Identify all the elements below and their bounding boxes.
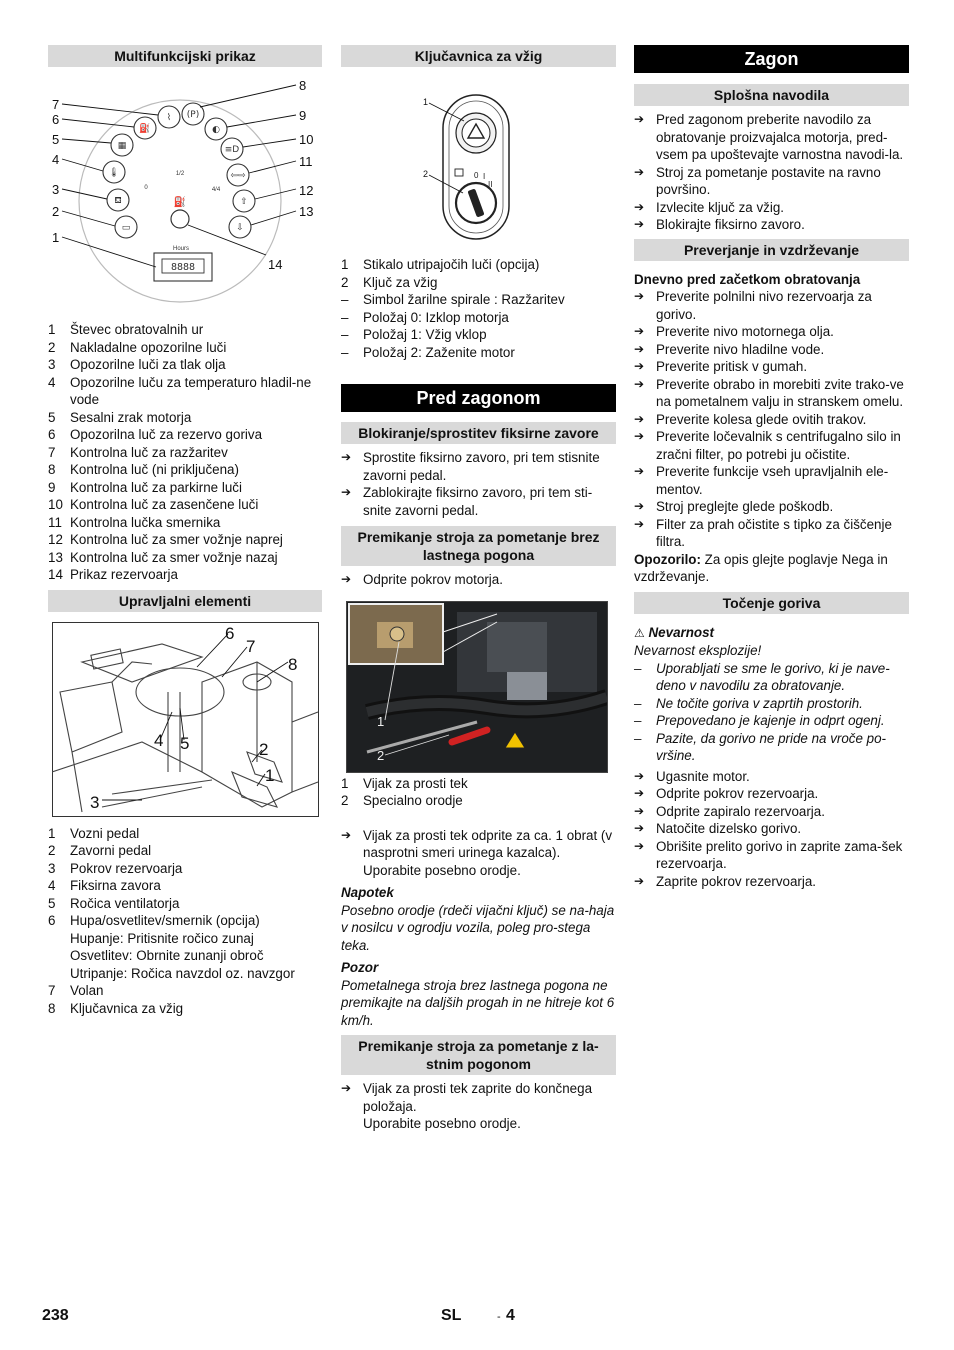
warning-triangle-icon: ⚠ [634, 625, 645, 640]
ignition-legend [341, 256, 616, 361]
gauge-callout-6: 6 [52, 112, 60, 127]
legend-subitem: Hupanje: Pritisnite ročico zunaj [70, 930, 254, 946]
gauge-callout-9: 9 [299, 108, 307, 123]
arrow-up-icon: ⇧ [240, 197, 248, 207]
section-heading-controls: Upravljalni elementi [48, 590, 322, 612]
legend-item: – Položaj 2: Zaženite motor [341, 344, 515, 360]
hours-label: Hours [172, 246, 190, 252]
legend-item: 6 Hupa/osvetlitev/smernik (opcija) [48, 913, 260, 928]
arrow-right-icon: ➔ [634, 289, 645, 303]
danger-item: – Ne točite goriva v zaprtih prostorih. [634, 695, 863, 711]
caution-label: Pozor [341, 960, 379, 975]
arrow-right-icon: ➔ [634, 768, 645, 783]
danger-heading [634, 624, 909, 643]
footer-separator: - [497, 1311, 501, 1323]
photo-callout-1: 1 [377, 713, 385, 729]
note-text: Posebno orodje (rdeči vijačni ključ) se na-haja v nosilcu v ogrodju vozila, poleg pro-stega teka. [341, 902, 615, 953]
step-item: ➔ Preverite nivo hladilne vode. [634, 341, 825, 357]
step-item: ➔ Preverite polnilni nivo rezervoarja za gorivo. [634, 289, 872, 322]
legend-item: – Simbol žarilne spirale : Razžaritev [341, 292, 565, 307]
step-item: ➔ Zablokirajte fiksirno zavoro, pri tem sti-snite zavorni pedal. [341, 485, 593, 518]
legend-item: 8 Kontrolna luč (ni priključena) [48, 462, 239, 477]
controls-figure [52, 622, 322, 817]
fuel-mark-empty: 0 [144, 185, 148, 191]
gauge-callout-2: 2 [52, 204, 60, 219]
engine-photo-drawing [347, 602, 608, 773]
arrow-right-icon: ➔ [634, 112, 645, 126]
controls-callout-4: 4 [154, 730, 164, 750]
arrow-right-icon: ➔ [341, 450, 352, 464]
move-without-drive-steps [341, 571, 616, 589]
legend-item: 7 Kontrolna luč za razžaritev [48, 444, 228, 460]
legend-item: 3 Pokrov rezervoarja [48, 860, 183, 876]
step-item: ➔ Stroj preglejte glede poškodb. [634, 499, 834, 514]
section-heading-parking-brake: Blokiranje/sprostitev fiksirne zavore [341, 422, 616, 444]
controls-callout-8: 8 [288, 654, 298, 674]
legend-item: 1 Števec obratovalnih ur [48, 322, 204, 337]
legend-subitem: Osvetlitev: Obrnite zunanji obroč [70, 948, 264, 963]
controls-callout-1: 1 [265, 765, 275, 785]
danger-item: – Pazite, da gorivo ne pride na vroče po-vršine. [634, 730, 887, 763]
legend-item: 10 Kontrolna luč za zasenčene luči [48, 497, 259, 512]
key-position-2: II [488, 180, 493, 189]
gauge-callout-11: 11 [299, 154, 313, 169]
fuel-mark-half: 1/2 [175, 171, 185, 177]
low-beam-icon: ≡D [224, 145, 240, 155]
controls-callout-5: 5 [180, 733, 190, 753]
ignition-callout-1: 1 [423, 97, 429, 107]
step-item: ➔ Preverite funkcije vseh upravljalnih ele-mentov. [634, 464, 889, 497]
step-item: ➔ Odprite pokrov rezervoarja. [634, 786, 819, 801]
multifunction-display-legend [48, 321, 322, 584]
key-position-1: I [483, 172, 486, 181]
gauge-callout-12: 12 [299, 183, 314, 198]
arrow-right-icon: ➔ [341, 572, 352, 586]
controls-callout-3: 3 [90, 792, 100, 812]
column-right [634, 45, 909, 890]
air-filter-icon: ▦ [117, 141, 127, 151]
gauge-callout-5: 5 [52, 132, 60, 147]
danger-list [634, 660, 909, 765]
section-heading-general: Splošna navodila [634, 84, 909, 106]
gauge-callout-14: 14 [268, 257, 283, 272]
arrow-right-icon: ➔ [634, 821, 645, 835]
step-item: ➔ Preverite nivo motornega olja. [634, 324, 834, 339]
general-steps [634, 111, 909, 234]
legend-item: 12 Kontrolna luč za smer vožnje naprej [48, 532, 283, 547]
chapter-heading-start: Zagon [634, 45, 909, 73]
step-item: ➔ Preverite kolesa glede ovitih trakov. [634, 411, 867, 427]
arrow-right-icon: ➔ [634, 786, 645, 800]
legend-item: 2 Specialno orodje [341, 793, 463, 808]
gauge-callout-4: 4 [52, 152, 60, 167]
arrow-right-icon: ➔ [634, 516, 645, 531]
controls-diagram [52, 622, 319, 817]
turn-arrows-icon: ⇦⇨ [230, 171, 246, 181]
gauge-callout-7: 7 [52, 97, 60, 112]
arrow-right-icon: ➔ [634, 803, 645, 818]
arrow-right-icon: ➔ [634, 873, 645, 888]
thermometer-icon: 🌡 [108, 168, 120, 178]
arrow-right-icon: ➔ [634, 199, 645, 214]
legend-subitem: Utripanje: Ročica navzdol oz. navzgor [70, 965, 295, 981]
page-number: 238 [42, 1307, 69, 1324]
photo-legend [341, 775, 616, 810]
legend-item: 5 Ročica ventilatorja [48, 895, 180, 911]
step-item: ➔ Vijak za prosti tek odprite za ca. 1 obrat (v nasprotni smeri urinega kazalca). [341, 827, 613, 860]
arrow-right-icon: ➔ [634, 324, 645, 338]
legend-item: 13 Kontrolna luč za smer vožnje nazaj [48, 549, 278, 565]
fuel-needle-hub [171, 210, 189, 228]
oil-can-icon: ⛾ [114, 196, 122, 206]
arrow-right-icon: ➔ [634, 464, 645, 478]
section-heading-check-maintenance: Preverjanje in vzdrževanje [634, 239, 909, 261]
remark [634, 551, 909, 586]
ignition-lock-figure [419, 93, 616, 243]
arrow-right-icon: ➔ [341, 827, 352, 842]
section-heading-move-with-drive: Premikanje stroja za pometanje z la-stnim pogonom [341, 1035, 616, 1075]
step-item: ➔ Filter za prah očistite s tipko za čiščenje filtra. [634, 516, 892, 549]
hour-meter-readout: 8888 [170, 262, 196, 273]
arrow-right-icon: ➔ [634, 164, 645, 179]
daily-steps [634, 288, 909, 551]
arrow-right-icon: ➔ [634, 217, 645, 231]
fuel-symbol-icon: ⛽ [173, 197, 187, 208]
gauge-callout-13: 13 [299, 204, 314, 219]
parking-light-icon: ◐ [212, 125, 220, 135]
controls-legend [48, 825, 322, 1018]
ignition-diagram [419, 93, 539, 243]
section-heading-refuelling: Točenje goriva [634, 592, 909, 614]
legend-item: 11 Kontrolna lučka smernika [48, 514, 221, 530]
arrow-right-icon: ➔ [634, 359, 645, 373]
legend-item: 3 Opozorilne luči za tlak olja [48, 357, 226, 372]
legend-item: 1 Vijak za prosti tek [341, 775, 468, 791]
legend-item: 4 Opozorilne luču za temperaturo hladil-ne vode [48, 374, 312, 407]
column-left [48, 45, 322, 1017]
legend-item: 1 Vozni pedal [48, 825, 140, 841]
step-item: ➔ Natočite dizelsko gorivo. [634, 821, 802, 836]
key-position-0: 0 [474, 171, 479, 180]
gauge-callout-10: 10 [299, 132, 314, 147]
fuel-pump-icon: ⛽ [139, 124, 151, 134]
arrow-right-icon: ➔ [341, 1081, 352, 1095]
legend-item: 5 Sesalni zrak motorja [48, 409, 192, 425]
arrow-right-icon: ➔ [634, 411, 645, 426]
refuel-steps [634, 768, 909, 891]
step-item: ➔ Odprite zapiralo rezervoarja. [634, 803, 825, 819]
danger-label: Nevarnost [648, 624, 714, 640]
arrow-right-icon: ➔ [634, 376, 645, 391]
language-code: SL [441, 1307, 462, 1324]
arrow-right-icon: ➔ [634, 499, 645, 513]
arrow-right-icon: ➔ [634, 429, 645, 443]
danger-item: – Prepovedano je kajenje in odprt ogenj. [634, 713, 885, 728]
brake-icon: (P) [186, 110, 200, 120]
legend-item: 6 Opozorilna luč za rezervo goriva [48, 427, 263, 442]
column-middle [341, 45, 616, 1133]
legend-item: 2 Ključ za vžig [341, 274, 438, 290]
step-item: ➔ Preverite obrabo in morebiti zvite trako-ve na pometalnem valju in stranskem omelu. [634, 376, 904, 409]
note-label: Napotek [341, 885, 394, 900]
legend-item: 4 Fiksirna zavora [48, 878, 161, 893]
legend-item: 9 Kontrolna luč za parkirne luči [48, 479, 242, 495]
bypass-valve-steps [341, 827, 616, 862]
section-heading-ignition-lock: Ključavnica za vžig [341, 45, 616, 67]
step-item: ➔ Blokirajte fiksirno zavoro. [634, 217, 805, 232]
gauge-diagram [48, 77, 322, 309]
arrow-down-icon: ⇩ [236, 223, 244, 233]
legend-item: 2 Zavorni pedal [48, 843, 152, 858]
controls-callout-6: 6 [225, 623, 235, 643]
legend-item: – Položaj 1: Vžig vklop [341, 327, 487, 342]
fuel-mark-full: 4/4 [211, 187, 221, 193]
sub-page-number: 4 [506, 1307, 515, 1324]
pump-fitting [507, 672, 547, 700]
engine-bypass-valve-photo [346, 601, 608, 773]
legend-item: 8 Ključavnica za vžig [48, 1000, 184, 1016]
step-item: ➔ Odprite pokrov motorja. [341, 572, 503, 587]
step-item: ➔ Stroj za pometanje postavite na ravno površino. [634, 164, 881, 197]
danger-item: – Uporabljati se sme le gorivo, ki je nave-deno v navodilu za obratovanje. [634, 660, 890, 693]
step-item: ➔ Vijak za prosti tek zaprite do končnega položaja. [341, 1081, 593, 1114]
legend-item: 14 Prikaz rezervoarja [48, 567, 178, 582]
caution-text: Pometalnega stroja brez lastnega pogona ne premikajte na daljših progah in ne hitreje kot 6 km/h. [341, 977, 615, 1028]
step-item: ➔ Zaprite pokrov rezervoarja. [634, 873, 817, 889]
step-item: ➔ Obrišite prelito gorivo in zaprite zama-šek rezervoarja. [634, 838, 903, 871]
photo-callout-2: 2 [377, 747, 385, 763]
daily-label: Dnevno pred začetkom obratovanja [634, 271, 861, 287]
legend-item: – Položaj 0: Izklop motorja [341, 309, 509, 325]
ignition-callout-2: 2 [423, 169, 429, 179]
step-item: ➔ Preverite ločevalnik s centrifugalno silo in zračni filter, po potrebi ju očistite. [634, 429, 901, 462]
section-heading-move-without-drive: Premikanje stroja za pometanje brez lastnega pogona [341, 526, 616, 566]
section-heading-multifunction-display: Multifunkcijski prikaz [48, 45, 322, 67]
remark-label: Opozorilo: [634, 551, 701, 567]
step-item: ➔ Ugasnite motor. [634, 768, 750, 784]
legend-item: 2 Nakladalne opozorilne luči [48, 339, 227, 355]
arrow-right-icon: ➔ [341, 485, 352, 499]
move-with-drive-steps [341, 1080, 616, 1115]
step-continuation: Uporabite posebno orodje. [363, 862, 521, 878]
glow-plug-icon: ⌇ [166, 113, 172, 123]
parking-brake-steps [341, 449, 616, 519]
legend-item: 7 Volan [48, 983, 104, 998]
controls-callout-2: 2 [259, 739, 269, 759]
remark-text: Za opis glejte poglavje Nega in vzdrževanje. [634, 551, 888, 584]
battery-icon: ▭ [121, 223, 131, 233]
step-item: ➔ Pred zagonom preberite navodilo za obratovanje proizvajalca motorja, pred-vsem pa upoštevajte varnostna navodi-la. [634, 112, 904, 162]
arrow-right-icon: ➔ [634, 341, 645, 356]
step-item: ➔ Sprostite fiksirno zavoro, pri tem stisnite zavorni pedal. [341, 450, 600, 483]
gauge-callout-8: 8 [299, 78, 307, 93]
multifunction-display-figure [48, 77, 322, 309]
danger-subtitle: Nevarnost eksplozije! [634, 643, 762, 658]
step-item: ➔ Izvlecite ključ za vžig. [634, 199, 784, 215]
glow-plug-symbol-icon [455, 169, 463, 176]
arrow-right-icon: ➔ [634, 838, 645, 853]
step-item: ➔ Preverite pritisk v gumah. [634, 359, 808, 374]
controls-callout-7: 7 [246, 636, 256, 656]
gauge-callout-3: 3 [52, 182, 60, 197]
gauge-callout-1: 1 [52, 230, 60, 245]
legend-item: 1 Stikalo utripajočih luči (opcija) [341, 257, 540, 272]
chapter-heading-before-start: Pred zagonom [341, 384, 616, 412]
step-continuation: Uporabite posebno orodje. [363, 1116, 521, 1131]
